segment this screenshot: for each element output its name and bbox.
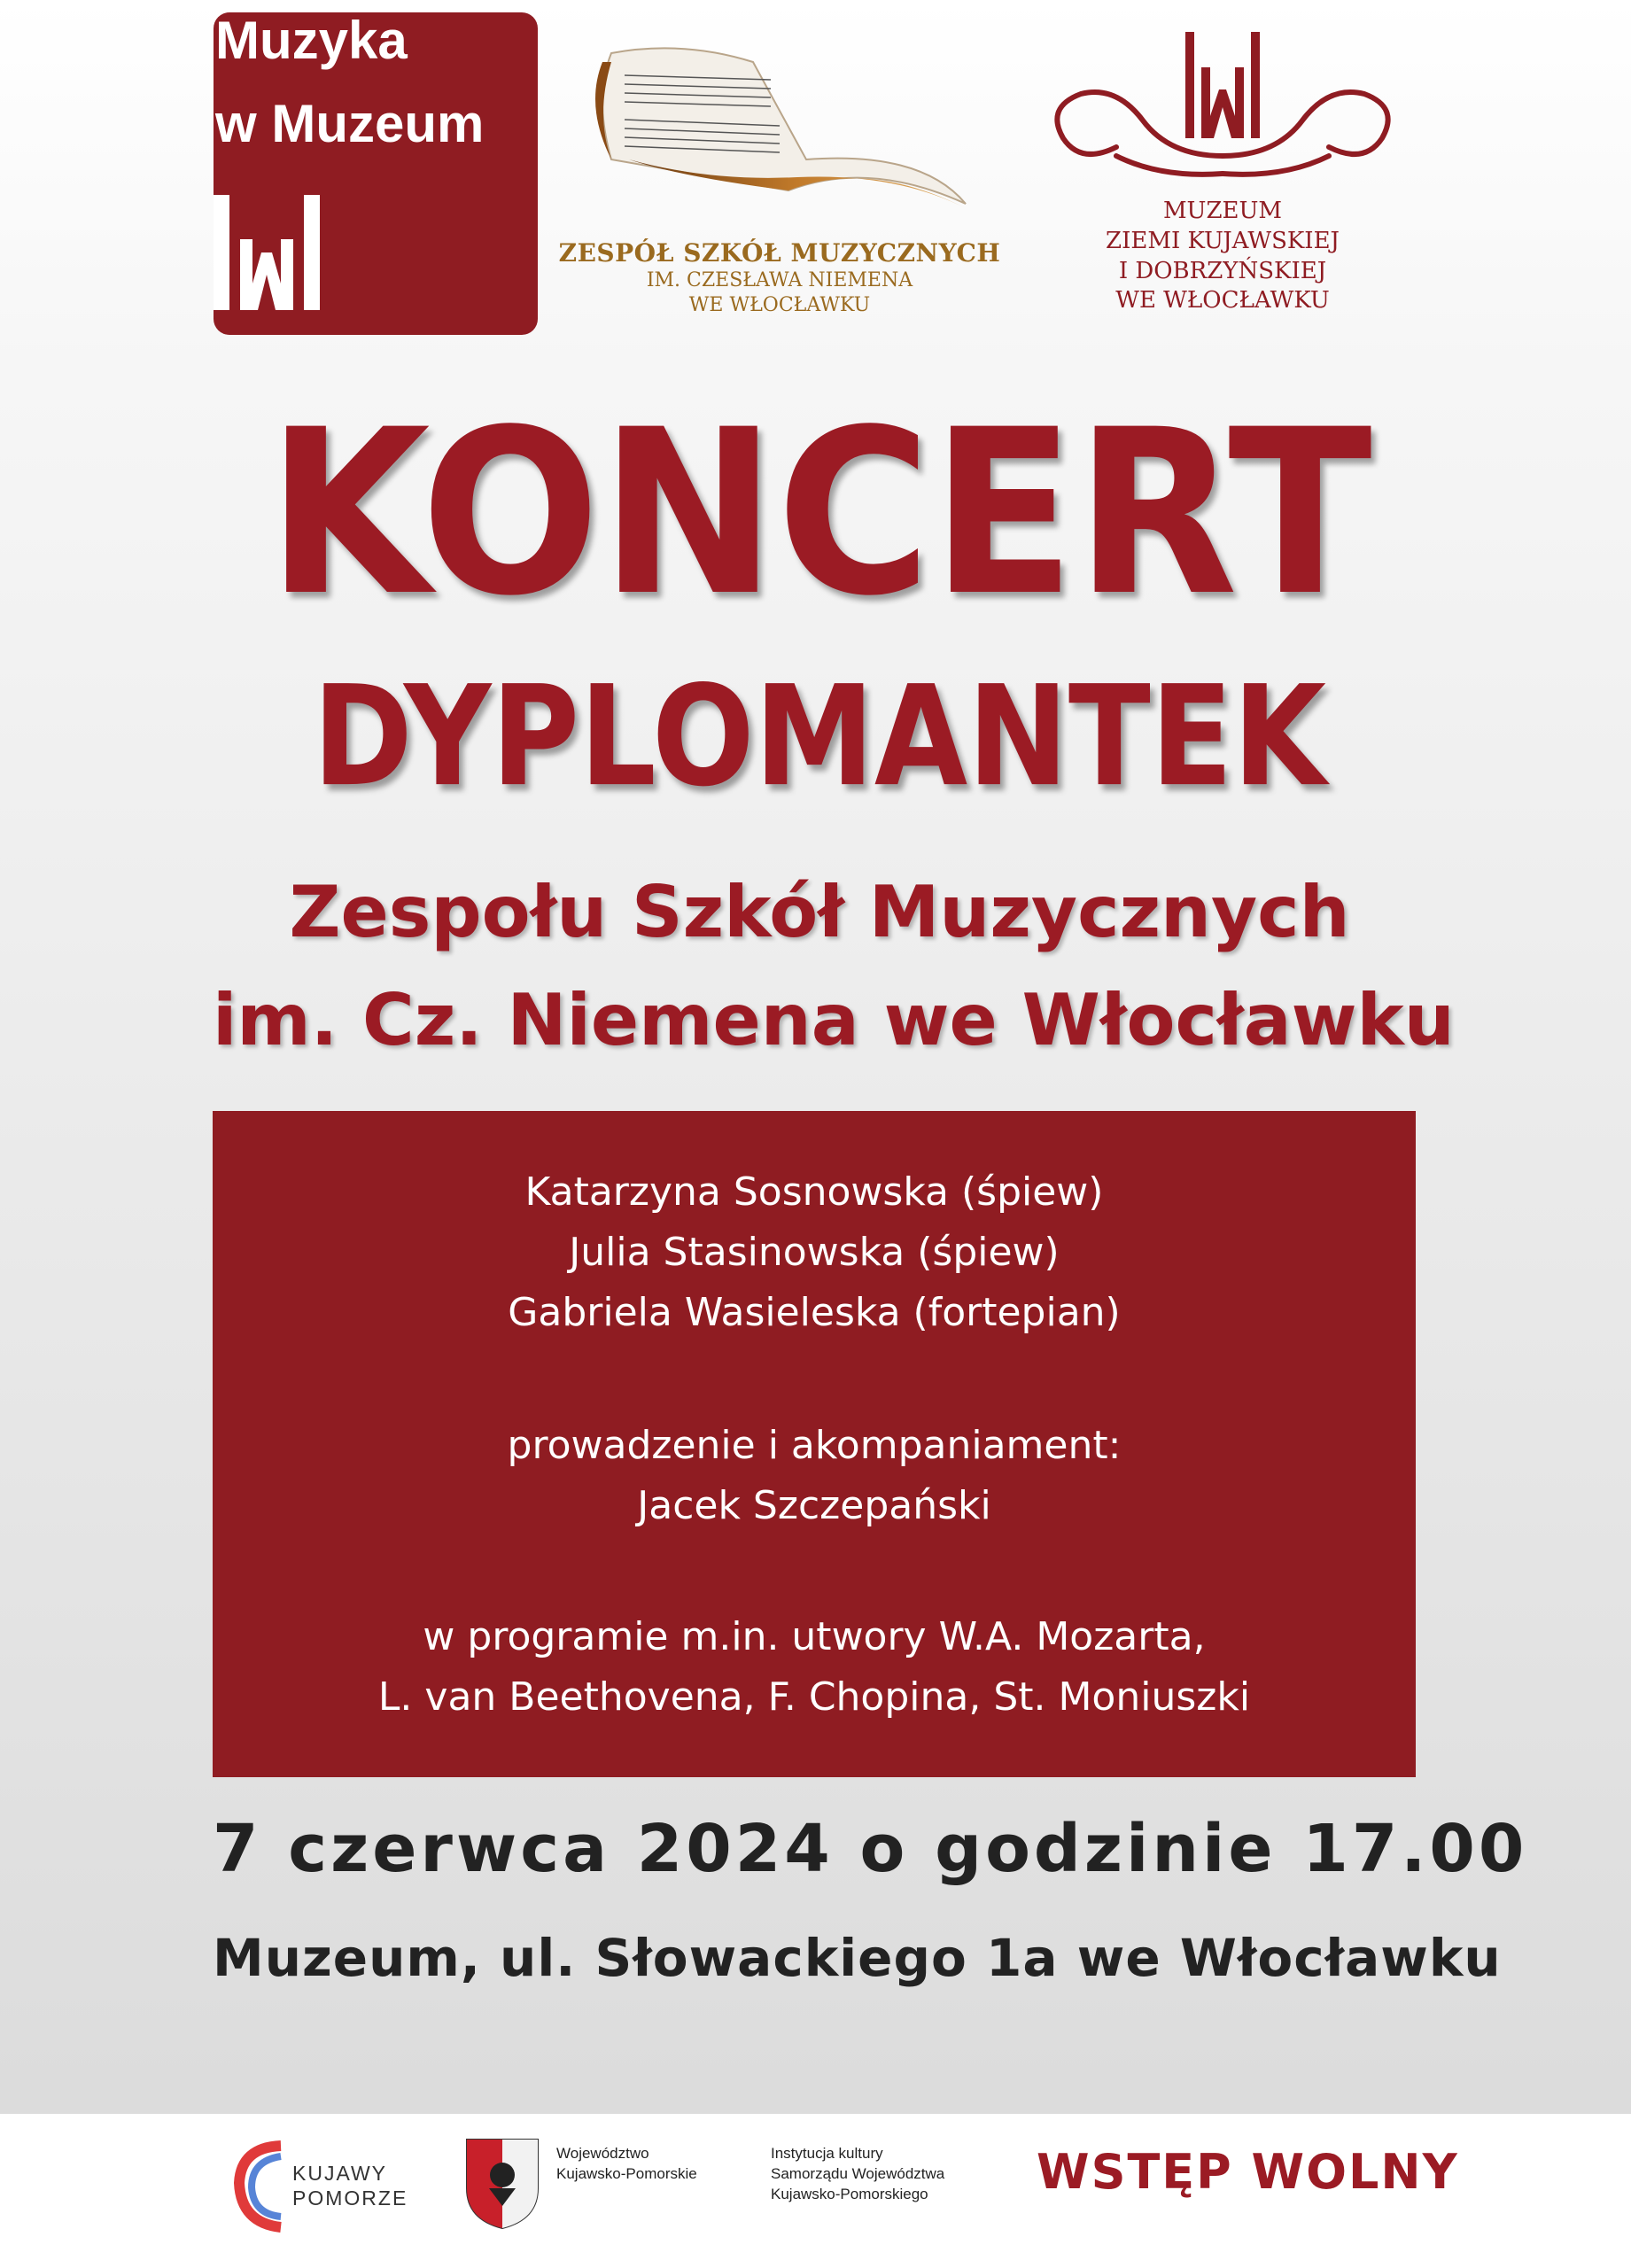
voivodeship-line2: Kujawsko-Pomorskie [556,2164,697,2182]
performer-1: Katarzyna Sosnowska (śpiew) [524,1169,1104,1215]
iwi-mark-icon [214,186,338,319]
voivodeship-text [556,2144,697,2185]
museum-line3: I DOBRZYŃSKIEJ [1118,257,1327,284]
headline-koncert: KONCERT [267,381,1372,647]
performer-3: Gabriela Wasieleska (fortepian) [508,1290,1121,1335]
museum-line1: MUZEUM [1162,198,1283,224]
muzyka-w-muzeum-logo [214,12,538,335]
kujawy-line1: KUJAWY [292,2162,387,2185]
institution-line1: Instytucja kultury [771,2145,883,2162]
institution-text [771,2144,944,2205]
zsm-name: ZESPÓŁ SZKÓŁ MUZYCZNYCH [558,238,1001,268]
kujawy-pomorze-logo-icon [232,2139,294,2236]
headline-dyplomantek: DYPLOMANTEK [312,656,1327,819]
event-venue: Muzeum, ul. Słowackiego 1a we Włocławku [213,1928,1502,1988]
event-date: 7 czerwca 2024 o godzinie 17.00 [213,1811,1528,1887]
institution-line3: Kujawsko-Pomorskiego [771,2185,928,2202]
logo-text-line2: w Muzeum [215,94,485,153]
free-admission: WSTĘP WOLNY [1037,2144,1459,2200]
sheet-music-scroll-icon [576,27,1001,230]
museum-line2: ZIEMI KUJAWSKIEJ [1106,227,1340,254]
kujawy-pomorze-text [292,2162,408,2210]
headline-school-patron: im. Cz. Niemena we Włocławku [213,979,1455,1061]
kujawy-line2: POMORZE [292,2186,408,2210]
museum-ornament-icon [1037,23,1409,200]
museum-line4: WE WŁOCŁAWKU [1115,287,1330,315]
info-box [213,1111,1416,1777]
host-label: prowadzenie i akompaniament: [507,1423,1122,1468]
institution-line2: Samorządu Województwa [771,2164,945,2182]
logo-text-line1: Muzyka [215,12,408,70]
voivodeship-line1: Województwo [556,2145,649,2162]
voivodeship-coat-of-arms-icon [462,2135,542,2233]
program-line-2: L. van Beethovena, F. Chopina, St. Moniuszki [377,1674,1251,1720]
headline-school-name: Zespołu Szkół Muzycznych [289,871,1350,953]
zsm-city: WE WŁOCŁAWKU [688,293,871,316]
host-name: Jacek Szczepański [637,1483,991,1528]
museum-logo-text [1028,197,1417,316]
performer-2: Julia Stasinowska (śpiew) [569,1230,1060,1275]
zsm-patron: IM. CZESŁAWA NIEMENA [646,269,913,291]
program-line-1: w programie m.in. utwory W.A. Mozarta, [423,1614,1206,1659]
zsm-logo-text [532,237,1028,317]
